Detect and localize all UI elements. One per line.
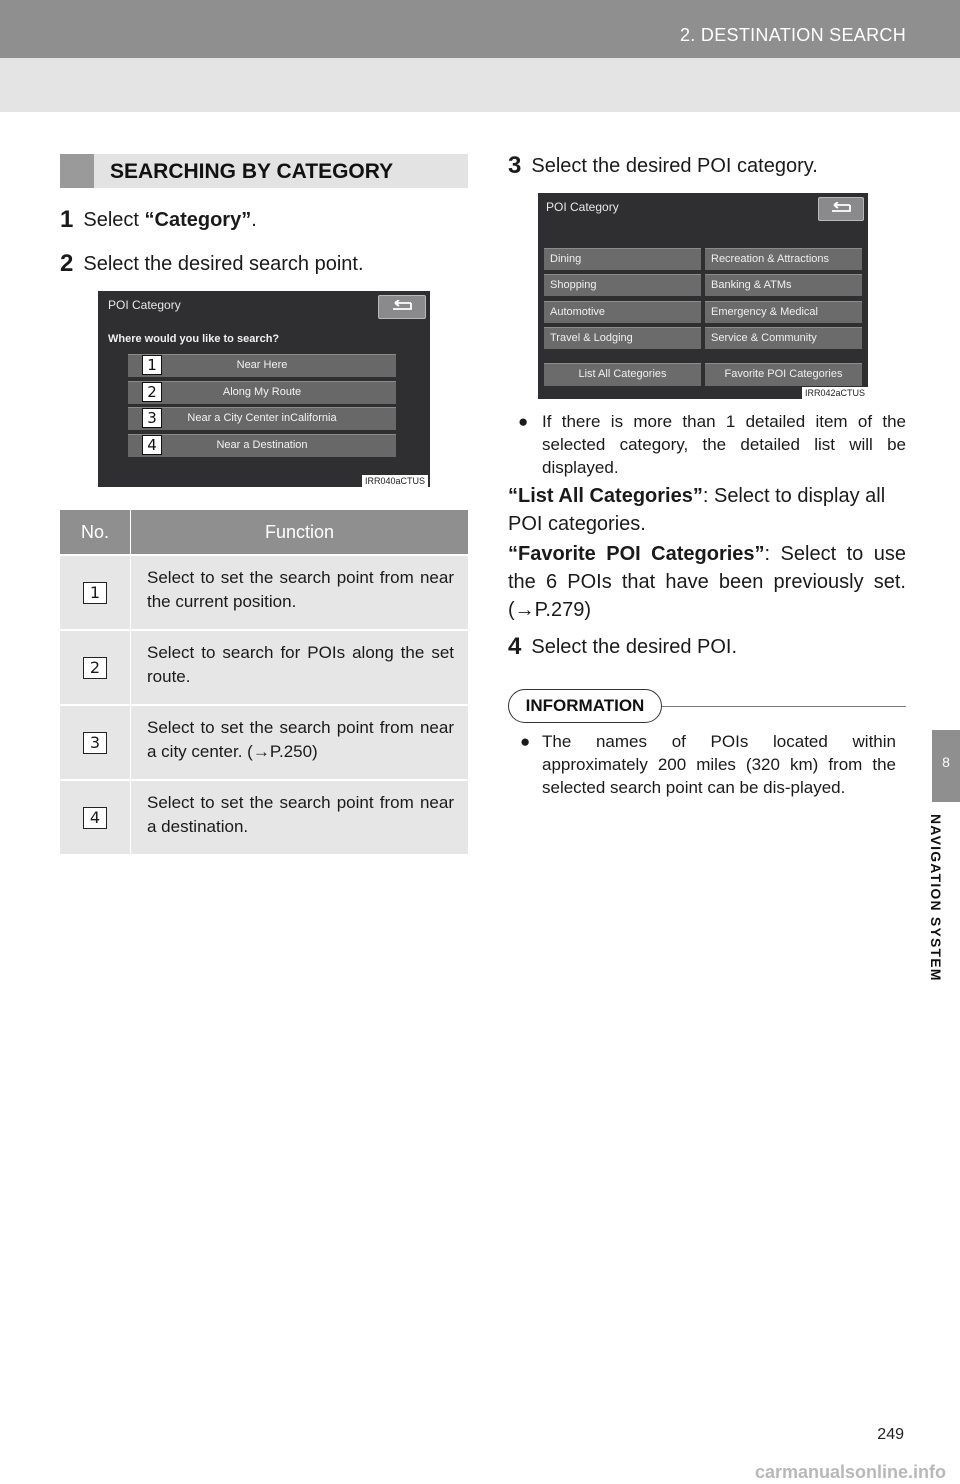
step-text-suffix: . [251, 209, 257, 231]
function-table [60, 510, 468, 854]
watermark: carmanualsonline.info [754, 1462, 946, 1482]
row-number: 1 [83, 582, 107, 604]
section-heading [60, 154, 468, 188]
category-shopping-button[interactable]: Shopping [544, 274, 701, 296]
callout-number: 1 [142, 355, 162, 375]
step-1 [60, 206, 257, 234]
image-code: IRR042aCTUS [802, 387, 868, 399]
back-button[interactable] [378, 295, 426, 319]
list-all-text: : Select to display all POI categories. [508, 485, 886, 535]
category-recreation-button[interactable]: Recreation & Attractions [705, 248, 862, 270]
chapter-label: NAVIGATION SYSTEM [928, 814, 944, 982]
table-row [60, 555, 468, 630]
category-dining-button[interactable]: Dining [544, 248, 701, 270]
step-number: 3 [508, 152, 522, 179]
table-row [60, 780, 468, 854]
step-2 [60, 250, 364, 278]
poi-search-screen [98, 291, 430, 487]
step-text-bold: “Category” [144, 209, 252, 231]
table-row [60, 705, 468, 780]
row-number: 4 [83, 807, 107, 829]
step-text: Select the desired POI. [531, 636, 738, 658]
along-route-button[interactable]: Along My Route [128, 381, 396, 404]
row-description: Select to set the search point from near a destination. [131, 780, 469, 854]
header-bar [0, 0, 960, 58]
step-3 [508, 152, 818, 180]
favorite-description [508, 540, 906, 624]
return-arrow-icon [828, 202, 854, 216]
list-all-description [508, 482, 906, 538]
screen-question: Where would you like to search? [108, 333, 280, 345]
step-4 [508, 633, 737, 661]
image-code: IRR040aCTUS [362, 475, 428, 487]
step-number: 2 [60, 250, 74, 277]
row-description: Select to search for POIs along the set route. [131, 630, 469, 705]
step-number: 1 [60, 206, 74, 233]
table-row [60, 630, 468, 705]
callout-number: 4 [142, 435, 162, 455]
column-header-no: No. [60, 510, 131, 555]
bullet-icon: ● [518, 412, 529, 431]
favorite-poi-categories-button[interactable]: Favorite POI Categories [705, 363, 862, 386]
category-automotive-button[interactable]: Automotive [544, 301, 701, 323]
category-emergency-button[interactable]: Emergency & Medical [705, 301, 862, 323]
table-header-row [60, 510, 468, 555]
detail-note [520, 410, 906, 479]
page-number: 249 [877, 1426, 904, 1443]
list-all-categories-button[interactable]: List All Categories [544, 363, 701, 386]
header-band [0, 58, 960, 112]
callout-number: 2 [142, 382, 162, 402]
column-header-function: Function [131, 510, 469, 555]
callout-number: 3 [142, 408, 162, 428]
step-text: Select the desired POI category. [531, 155, 818, 177]
footer [0, 1462, 960, 1484]
list-all-label: “List All Categories” [508, 485, 703, 507]
back-button[interactable] [818, 197, 864, 221]
chapter-number: 8 [942, 754, 950, 770]
near-here-button[interactable]: Near Here [128, 354, 396, 377]
screen-title: POI Category [108, 298, 181, 312]
screen-title: POI Category [546, 200, 619, 214]
row-description: Select to set the search point from near the current position. [131, 555, 469, 630]
poi-category-screen [538, 193, 868, 399]
row-number: 3 [83, 732, 107, 754]
section-breadcrumb: 2. DESTINATION SEARCH [680, 25, 906, 45]
category-travel-button[interactable]: Travel & Lodging [544, 327, 701, 349]
step-number: 4 [508, 633, 522, 660]
step-text-prefix: Select [83, 209, 145, 231]
section-marker [60, 154, 94, 188]
section-title: SEARCHING BY CATEGORY [110, 160, 394, 183]
favorite-label: “Favorite POI Categories” [508, 543, 765, 565]
near-city-center-button[interactable]: Near a City Center inCalifornia [128, 407, 396, 430]
category-banking-button[interactable]: Banking & ATMs [705, 274, 862, 296]
step-text: Select the desired search point. [83, 253, 364, 275]
category-service-button[interactable]: Service & Community [705, 327, 862, 349]
row-description: Select to set the search point from near a city center. (→P.250) [131, 705, 469, 780]
information-note [520, 730, 896, 799]
information-text: The names of POIs located within approximately 200 miles (320 km) from the selected search point can be dis-played. [542, 732, 896, 797]
favorite-text: : Select to use the 6 POIs that have been previously set.(→P.279) [508, 543, 906, 621]
return-arrow-icon [389, 300, 415, 314]
row-number: 2 [83, 657, 107, 679]
near-destination-button[interactable]: Near a Destination [128, 434, 396, 457]
information-label: INFORMATION [508, 689, 662, 723]
bullet-icon: ● [520, 732, 531, 751]
detail-note-text: If there is more than 1 detailed item of the selected category, the detailed list will be displayed. [542, 412, 906, 477]
